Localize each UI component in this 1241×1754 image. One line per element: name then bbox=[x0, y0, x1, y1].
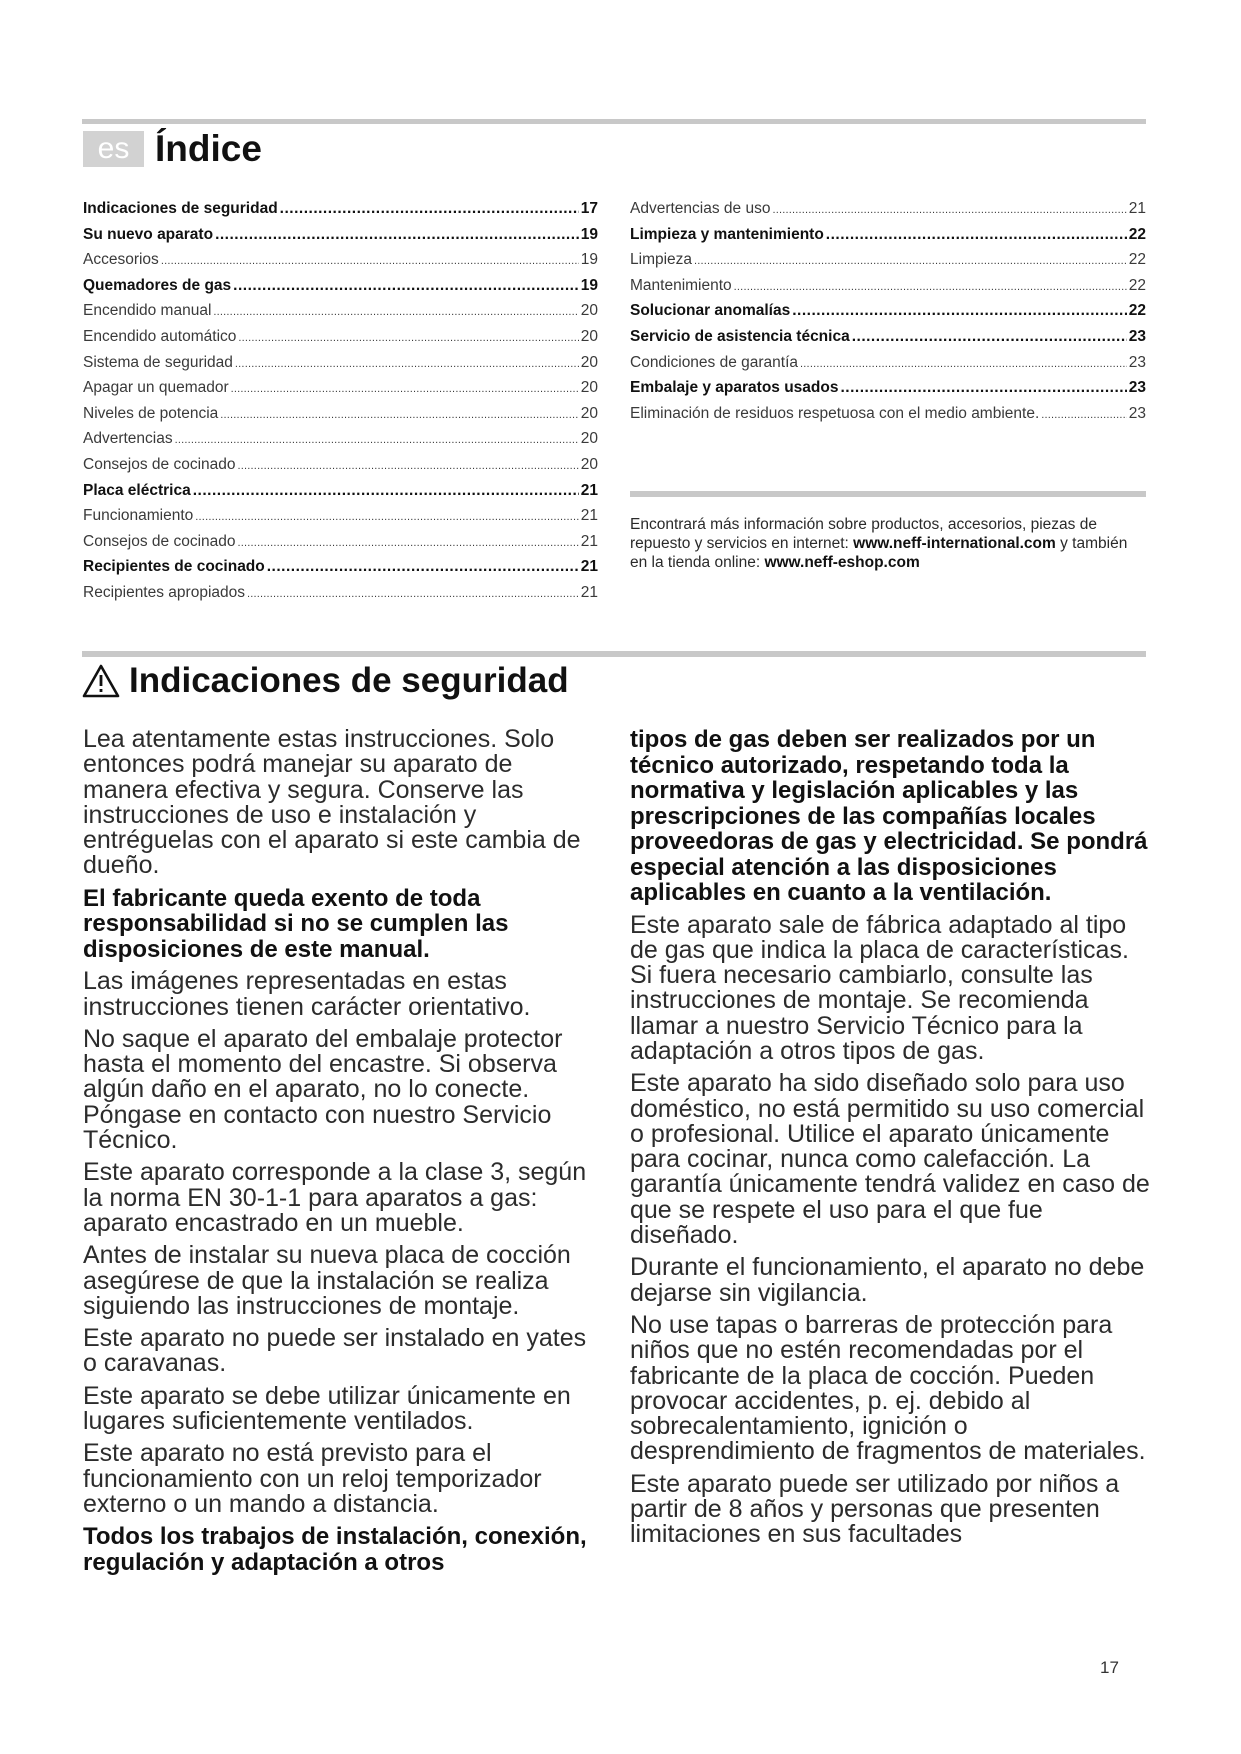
toc-leader-dots bbox=[840, 375, 1126, 401]
toc-entry-page: 20 bbox=[580, 379, 598, 397]
toc-entry-title: Sistema de seguridad bbox=[83, 353, 233, 371]
toc-entry[interactable] bbox=[83, 350, 598, 376]
language-badge: es bbox=[83, 131, 144, 167]
toc-entry[interactable] bbox=[83, 503, 598, 529]
toc-entry-title: Quemadores de gas bbox=[83, 276, 232, 294]
toc-leader-dots bbox=[852, 324, 1127, 350]
toc-leader-dots bbox=[238, 529, 579, 555]
toc-leader-dots bbox=[193, 478, 579, 504]
toc-entry-title: Su nuevo aparato bbox=[83, 225, 214, 243]
toc-entry-page: 20 bbox=[580, 327, 598, 345]
safety-paragraph: Este aparato no puede ser instalado en yates o caravanas. bbox=[83, 1324, 587, 1378]
safety-paragraph: Este aparato puede ser utilizado por niños a partir de 8 años y personas que presenten limitaciones en sus facultades bbox=[630, 1469, 1120, 1549]
toc-entry-title: Limpieza bbox=[630, 251, 693, 269]
toc-leader-dots bbox=[215, 222, 579, 248]
toc-leader-dots bbox=[1041, 401, 1126, 427]
toc-entry-page: 21 bbox=[580, 558, 598, 576]
toc-entry-page: 21 bbox=[580, 507, 598, 525]
toc-entry[interactable] bbox=[83, 298, 598, 324]
toc-entry[interactable] bbox=[83, 196, 598, 222]
toc-entry-page: 20 bbox=[580, 404, 598, 422]
safety-paragraph: Todos los trabajos de instalación, conexión, regulación y adaptación a otros bbox=[83, 1523, 587, 1576]
safety-title: Indicaciones de seguridad bbox=[129, 661, 569, 700]
toc-entry-title: Advertencias bbox=[83, 430, 173, 448]
toc-entry[interactable] bbox=[83, 452, 598, 478]
toc-entry[interactable] bbox=[630, 247, 1146, 273]
toc-entry-page: 22 bbox=[1128, 251, 1146, 269]
toc-entry-title: Embalaje y aparatos usados bbox=[630, 379, 839, 397]
toc-entry[interactable] bbox=[630, 298, 1146, 324]
toc-entry[interactable] bbox=[630, 222, 1146, 248]
safety-paragraph: El fabricante queda exento de toda responsabilidad si no se cumplen las disposiciones de este manual. bbox=[83, 884, 509, 963]
page-number: 17 bbox=[1100, 1658, 1119, 1677]
toc-entry-title: Limpieza y mantenimiento bbox=[630, 225, 824, 243]
toc-entry[interactable] bbox=[83, 324, 598, 350]
toc-entry[interactable] bbox=[83, 554, 598, 580]
toc-entry-page: 21 bbox=[580, 583, 598, 601]
toc-leader-dots bbox=[220, 401, 578, 427]
toc-entry-title: Encendido automático bbox=[83, 327, 237, 345]
toc-entry[interactable] bbox=[630, 324, 1146, 350]
toc-entry-page: 22 bbox=[1128, 276, 1146, 294]
toc-leader-dots bbox=[772, 196, 1126, 222]
toc-leader-dots bbox=[231, 375, 579, 401]
toc-entry-title: Servicio de asistencia técnica bbox=[630, 327, 850, 345]
toc-left-column bbox=[83, 196, 598, 606]
safety-paragraph: Antes de instalar su nueva placa de cocción asegúrese de que la instalación se realiza siguiendo las instrucciones de montaje. bbox=[83, 1241, 571, 1320]
toc-leader-dots bbox=[280, 196, 579, 222]
toc-entry-title: Recipientes de cocinado bbox=[83, 558, 265, 576]
toc-entry[interactable] bbox=[83, 426, 598, 452]
toc-entry-page: 19 bbox=[580, 276, 598, 294]
more-info-text-2: y también en la tienda online: bbox=[630, 535, 1128, 571]
toc-entry-title: Accesorios bbox=[83, 251, 159, 269]
neff-international-link[interactable]: www.neff-international.com bbox=[853, 535, 1056, 552]
safety-left-column bbox=[83, 727, 603, 1582]
safety-paragraph: Este aparato ha sido diseñado solo para uso doméstico, no está permitido su uso comercial o profesional. Utilice el aparato únicamente para cocinar, nunca como calefacción. La garantía únicamente tendrá validez en caso de que se respete el uso para el que fue diseñado. bbox=[630, 1069, 1150, 1250]
toc-leader-dots bbox=[247, 580, 579, 606]
toc-entry-page: 23 bbox=[1128, 327, 1146, 345]
toc-entry[interactable] bbox=[630, 401, 1146, 427]
toc-entry-title: Indicaciones de seguridad bbox=[83, 200, 278, 217]
info-rule bbox=[630, 491, 1146, 497]
safety-paragraph: Este aparato no está previsto para el funcionamiento con un reloj temporizador externo o un mando a distancia. bbox=[83, 1439, 542, 1518]
toc-entry-page: 20 bbox=[580, 302, 598, 320]
toc-entry-title: Apagar un quemador bbox=[83, 379, 229, 397]
safety-paragraph: Las imágenes representadas en estas instrucciones tienen carácter orientativo. bbox=[83, 967, 531, 1021]
toc-entry-title: Condiciones de garantía bbox=[630, 353, 799, 371]
toc-entry-page: 20 bbox=[580, 430, 598, 448]
toc-entry[interactable] bbox=[83, 478, 598, 504]
more-info-text-1: Encontrará más información sobre productos, accesorios, piezas de repuesto y servicios en internet: bbox=[630, 516, 1097, 552]
toc-right-column bbox=[630, 196, 1146, 426]
toc-entry[interactable] bbox=[83, 247, 598, 273]
toc-leader-dots bbox=[238, 452, 579, 478]
safety-paragraph: No saque el aparato del embalaje protector hasta el momento del encastre. Si observa algún daño en el aparato, no lo conecte. Póngase en contacto con nuestro Servicio Técnico. bbox=[83, 1024, 563, 1155]
toc-leader-dots bbox=[235, 350, 579, 376]
toc-leader-dots bbox=[734, 273, 1127, 299]
toc-leader-dots bbox=[238, 324, 578, 350]
safety-paragraph: Lea atentamente estas instrucciones. Solo entonces podrá manejar su aparato de manera efectiva y segura. Conserve las instrucciones de uso e instalación y entréguelas con el aparato si este cambia de dueño. bbox=[83, 725, 581, 880]
toc-entry-page: 22 bbox=[1128, 302, 1146, 320]
toc-leader-dots bbox=[826, 222, 1127, 248]
index-title: Índice bbox=[155, 128, 262, 169]
toc-entry[interactable] bbox=[83, 375, 598, 401]
toc-entry-title: Consejos de cocinado bbox=[83, 455, 236, 473]
safety-paragraph: tipos de gas deben ser realizados por un técnico autorizado, respetando toda la normativa y legislación aplicables y las prescripciones de las compañías locales proveedoras de gas y electricidad. Se pondrá especial atención a las disposiciones aplicables en cuanto a la ventilación. bbox=[630, 726, 1148, 906]
neff-eshop-link[interactable]: www.neff-eshop.com bbox=[764, 554, 920, 571]
toc-entry[interactable] bbox=[83, 273, 598, 299]
toc-entry-page: 23 bbox=[1128, 404, 1146, 422]
toc-leader-dots bbox=[800, 350, 1127, 376]
safety-paragraph: No use tapas o barreras de protección para niños que no estén recomendadas por el fabricante de la placa de cocción. Pueden provocar accidentes, p. ej. debido al sobrecalentamiento, ignición o desprendimiento de fragmentos de materiales. bbox=[630, 1310, 1146, 1466]
toc-leader-dots bbox=[195, 503, 578, 529]
toc-entry[interactable] bbox=[83, 222, 598, 248]
toc-entry-title: Consejos de cocinado bbox=[83, 532, 236, 550]
safety-right-column bbox=[630, 727, 1150, 1555]
toc-entry-title: Mantenimiento bbox=[630, 276, 732, 294]
safety-paragraph: Durante el funcionamiento, el aparato no debe dejarse sin vigilancia. bbox=[630, 1253, 1145, 1307]
toc-entry-page: 21 bbox=[1128, 200, 1146, 217]
toc-entry[interactable] bbox=[630, 196, 1146, 222]
toc-entry-page: 19 bbox=[580, 225, 598, 243]
toc-entry[interactable] bbox=[83, 401, 598, 427]
toc-entry-page: 20 bbox=[580, 353, 598, 371]
toc-leader-dots bbox=[694, 247, 1127, 273]
toc-leader-dots bbox=[161, 247, 579, 273]
warning-triangle-icon bbox=[82, 664, 120, 698]
toc-entry-page: 17 bbox=[580, 200, 598, 217]
toc-entry-title: Solucionar anomalías bbox=[630, 302, 791, 320]
toc-entry-page: 23 bbox=[1128, 353, 1146, 371]
toc-entry[interactable] bbox=[630, 350, 1146, 376]
toc-entry[interactable] bbox=[630, 375, 1146, 401]
toc-entry-title: Funcionamiento bbox=[83, 507, 194, 525]
toc-entry-title: Niveles de potencia bbox=[83, 404, 219, 422]
toc-leader-dots bbox=[175, 426, 579, 452]
toc-leader-dots bbox=[233, 273, 579, 299]
toc-entry[interactable] bbox=[83, 529, 598, 555]
toc-leader-dots bbox=[792, 298, 1127, 324]
toc-entry-page: 22 bbox=[1128, 225, 1146, 243]
safety-paragraph: Este aparato corresponde a la clase 3, según la norma EN 30-1-1 para aparatos a gas: aparato encastrado en un mueble. bbox=[83, 1158, 587, 1237]
toc-entry-page: 19 bbox=[580, 251, 598, 269]
toc-entry-page: 23 bbox=[1128, 379, 1146, 397]
toc-entry-title: Placa eléctrica bbox=[83, 481, 191, 499]
toc-entry-title: Advertencias de uso bbox=[630, 200, 771, 217]
more-info-text bbox=[630, 515, 1146, 572]
toc-entry-title: Eliminación de residuos respetuosa con el medio ambiente. bbox=[630, 404, 1040, 422]
toc-entry[interactable] bbox=[83, 580, 598, 606]
safety-paragraph: Este aparato se debe utilizar únicamente en lugares suficientemente ventilados. bbox=[83, 1381, 571, 1436]
safety-heading bbox=[82, 656, 569, 706]
toc-leader-dots bbox=[267, 554, 579, 580]
toc-entry-page: 20 bbox=[580, 455, 598, 473]
toc-leader-dots bbox=[213, 298, 578, 324]
toc-entry-title: Recipientes apropiados bbox=[83, 583, 245, 601]
toc-entry-page: 21 bbox=[580, 532, 598, 550]
safety-paragraph: Este aparato sale de fábrica adaptado al tipo de gas que indica la placa de características. Si fuera necesario cambiarlo, consulte las instrucciones de montaje. Se recomienda llamar a nuestro Servicio Técnico para la adaptación a otros tipos de gas. bbox=[630, 910, 1129, 1065]
toc-entry[interactable] bbox=[630, 273, 1146, 299]
toc-entry-title: Encendido manual bbox=[83, 302, 212, 320]
toc-entry-page: 21 bbox=[580, 481, 598, 499]
